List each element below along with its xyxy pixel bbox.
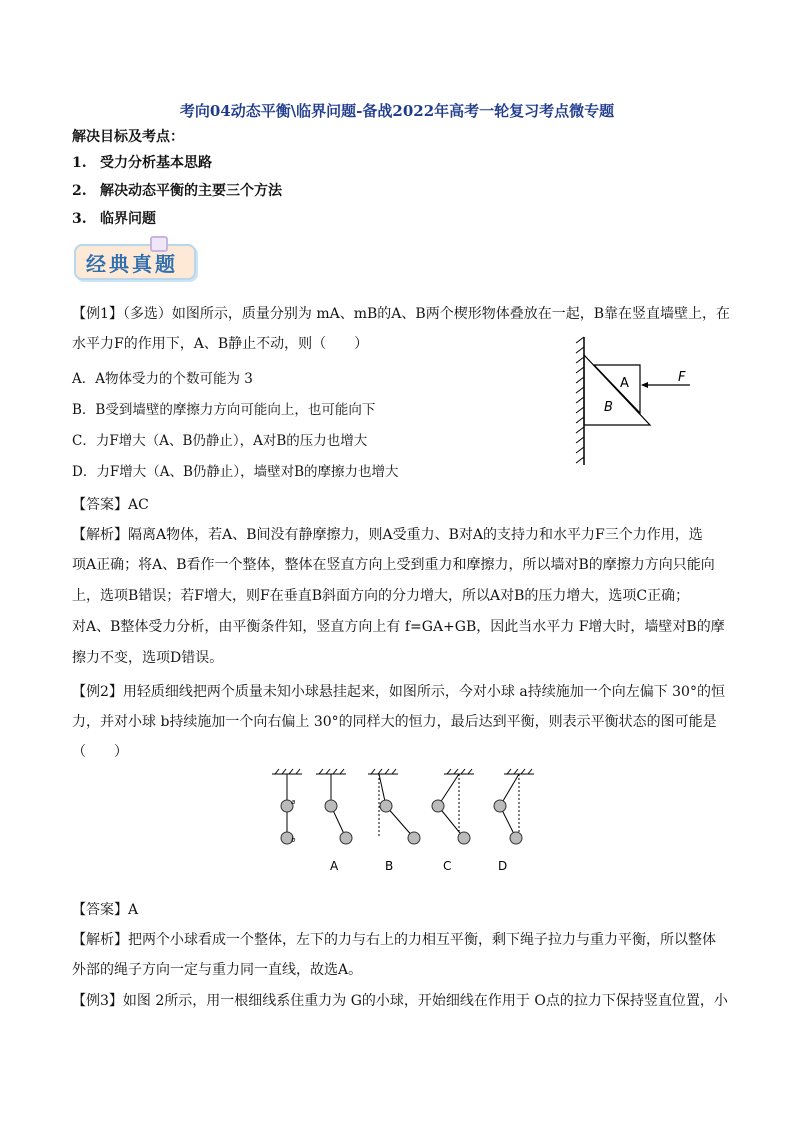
ex1-stem-line2: 水平力F的作用下，A、B静止不动，则（ ） [72,336,369,352]
ex1-analysis-line: 【解析】隔离A物体，若A、B间没有静摩擦力，则A受重力、B对A的支持力和水平力F三个力作用，选 [72,527,703,543]
ex2-stem-line: 力，并对小球 b持续施加一个向右偏上 30°的同样大的恒力，最后达到平衡，则表示平衡状态的图可能是 [72,714,717,730]
ball-b [340,832,352,844]
arrow-head-icon [641,382,648,388]
option-label-a: A [330,859,339,873]
ex1-option-c: C．力F增大（A、B仍静止），A对B的压力也增大 [72,433,368,449]
ex1-analysis-line: 擦力不变，选项D错误。 [72,650,224,666]
label-f: F [678,370,686,385]
ball-a [325,800,337,812]
label-b: B [604,400,613,415]
ex2-analysis-line: 外部的绳子方向一定与重力同一直线，故选A。 [72,962,363,978]
ex2-stem-line: 【例2】用轻质细线把两个质量未知小球悬挂起来，如图所示，今对小球 a持续施加一个向左偏下 30°的恒 [72,684,725,700]
ex2-stem-line: （ ） [72,744,128,760]
label-a: A [620,376,629,391]
goal-item-2 [72,180,282,200]
goal-number: 2. [72,183,87,199]
goal-item-1 [72,152,212,172]
ball-b [458,832,470,844]
section-badge [68,236,196,282]
ex1-option-b: B．B受到墙壁的摩擦力方向可能向上，也可能向下 [72,402,376,418]
block-a [594,365,640,413]
ex1-stem-line1: 【例1】（多选）如图所示，质量分别为 mA、mB的A、B两个楔形物体叠放在一起，B靠在竖直墙壁上，在 [72,306,730,322]
goals-heading: 解决目标及考点： [72,129,184,145]
goal-text: 解决动态平衡的主要三个方法 [100,183,282,199]
ex1-option-a: A．A物体受力的个数可能为 3 [72,371,253,387]
goal-item-3 [72,208,156,228]
ball-a [494,800,506,812]
ex1-wedge-figure [570,335,700,470]
ball-a [432,800,444,812]
ex3-stem-line: 【例3】如图 2所示，用一根细线系住重力为 G的小球，开始细线在作用于 O点的拉力下保持竖直位置，小 [72,993,728,1009]
ex1-answer: 【答案】AC [72,497,149,513]
goal-text: 受力分析基本思路 [100,155,212,171]
badge-label: 经典真题 [86,252,178,276]
ex1-option-d: D．力F增大（A、B仍静止），墙壁对B的摩擦力也增大 [72,464,399,480]
option-label-b: B [385,859,394,873]
ex1-analysis-line: 项A正确；将A、B看作一个整体，整体在竖直方向上受到重力和摩擦力，所以墙对B的摩擦力方向只能向 [72,557,715,573]
ball-a [380,800,392,812]
ceiling-hatch [272,769,534,774]
goal-number: 1. [72,155,87,171]
ball-label-b: b [291,836,296,844]
ball-b [510,832,522,844]
ex1-analysis-line: 对A、B整体受力分析，由平衡条件知，竖直方向上有 f=GA+GB，因此当水平力 F增大时，墙壁对B的摩 [72,619,725,635]
ex2-answer: 【答案】A [72,902,139,918]
goal-number: 3. [72,211,87,227]
page-title: 考向04动态平衡\临界问题-备战2022年高考一轮复习考点微专题 [179,102,615,120]
ball-b [408,832,420,844]
ex2-pendulum-figures [266,768,546,878]
goal-text: 临界问题 [100,211,156,227]
ex2-analysis-line: 【解析】把两个小球看成一个整体，左下的力与右上的力相互平衡，剩下绳子拉力与重力平衡，所以整体 [72,932,716,948]
ball-label-a: a [291,798,296,806]
option-label-c: C [443,859,452,873]
wall-hatching [576,337,584,463]
ex1-analysis-line: 上，选项B错误；若F增大，则F在垂直B斜面方向的分力增大，所以A对B的压力增大，选项C正确； [72,588,690,604]
option-label-d: D [498,859,508,873]
